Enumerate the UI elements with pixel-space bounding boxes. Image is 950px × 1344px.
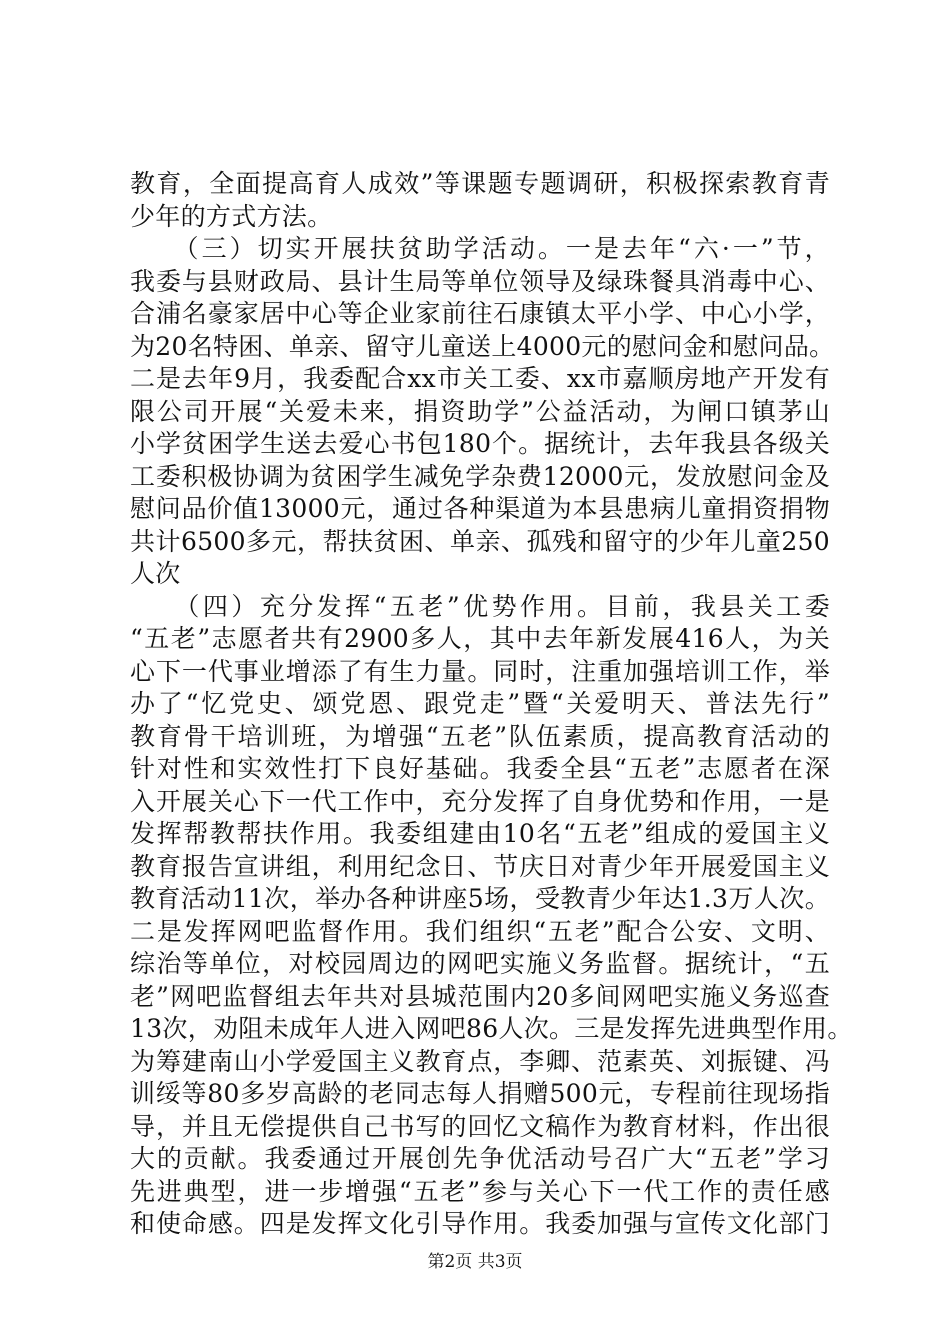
- body-line: 大的贡献。我委通过开展创先争优活动号召广大“五老”学习: [130, 1144, 830, 1173]
- body-line: （四）充分发挥“五老”优势作用。目前，我县关工委: [130, 591, 830, 621]
- body-line: 心下一代事业增添了有生力量。同时，注重加强培训工作，举: [130, 656, 830, 686]
- body-line: 先进典型，进一步增强“五老”参与关心下一代工作的责任感: [130, 1176, 830, 1206]
- body-line: 发挥帮教帮扶作用。我委组建由10名“五老”组成的爱国主义: [130, 819, 830, 848]
- document-body: [130, 168, 853, 1241]
- body-line: 合浦名豪家居中心等企业家前往石康镇太平小学、中心小学，: [130, 299, 830, 328]
- body-line: 共计6500多元，帮扶贫困、单亲、孤残和留守的少年儿童250: [130, 526, 830, 556]
- body-line: 入开展关心下一代工作中，充分发挥了自身优势和作用，一是: [130, 786, 830, 816]
- body-line: 教育活动11次，举办各种讲座5场，受教青少年达1.3万人次。: [130, 884, 830, 913]
- body-line: 为筹建南山小学爱国主义教育点，李卿、范素英、刘振键、冯: [130, 1046, 830, 1076]
- body-line: 限公司开展“关爱未来，捐资助学”公益活动，为闸口镇茅山: [130, 396, 830, 426]
- body-line: 综治等单位，对校园周边的网吧实施义务监督。据统计，“五: [130, 949, 830, 978]
- body-line: 教育报告宣讲组，利用纪念日、节庆日对青少年开展爱国主义: [130, 851, 830, 881]
- page-footer: 第2页 共3页: [427, 1252, 523, 1272]
- body-line: 小学贫困学生送去爱心书包180个。据统计，去年我县各级关: [130, 429, 830, 458]
- body-line: 导，并且无偿提供自己书写的回忆文稿作为教育材料，作出很: [130, 1111, 830, 1141]
- body-line: （三）切实开展扶贫助学活动。一是去年“六·一”节，: [130, 234, 830, 263]
- body-line: 二是去年9月，我委配合xx市关工委、xx市嘉顺房地产开发有: [130, 364, 830, 393]
- body-line: 我委与县财政局、县计生局等单位领导及绿珠餐具消毒中心、: [130, 266, 830, 296]
- body-line: 少年的方式方法。: [130, 201, 333, 231]
- body-line: “五老”志愿者共有2900多人，其中去年新发展416人，为关: [130, 624, 830, 653]
- body-line: 慰问品价值13000元，通过各种渠道为本县患病儿童捐资捐物: [130, 494, 830, 523]
- body-line: 训绥等80多岁高龄的老同志每人捐赠500元，专程前往现场指: [130, 1079, 830, 1108]
- body-line: 教育，全面提高育人成效”等课题专题调研，积极探索教育青: [130, 169, 830, 198]
- body-line: 工委积极协调为贫困学生减免学杂费12000元，发放慰问金及: [130, 461, 830, 491]
- body-line: 老”网吧监督组去年共对县城范围内20多间网吧实施义务巡查: [130, 981, 830, 1011]
- body-line: 办了“忆党史、颂党恩、跟党走”暨“关爱明天、普法先行”: [130, 689, 830, 718]
- body-line: 针对性和实效性打下良好基础。我委全县“五老”志愿者在深: [130, 754, 830, 783]
- body-line: 教育骨干培训班，为增强“五老”队伍素质，提高教育活动的: [130, 721, 830, 751]
- body-line: 13次，劝阻未成年人进入网吧86人次。三是发挥先进典型作用。: [130, 1014, 853, 1043]
- body-line: 二是发挥网吧监督作用。我们组织“五老”配合公安、文明、: [130, 916, 830, 946]
- body-line: 为20名特困、单亲、留守儿童送上4000元的慰问金和慰问品。: [130, 331, 835, 361]
- body-line: 人次: [130, 559, 181, 588]
- body-line: 和使命感。四是发挥文化引导作用。我委加强与宣传文化部门: [130, 1209, 830, 1238]
